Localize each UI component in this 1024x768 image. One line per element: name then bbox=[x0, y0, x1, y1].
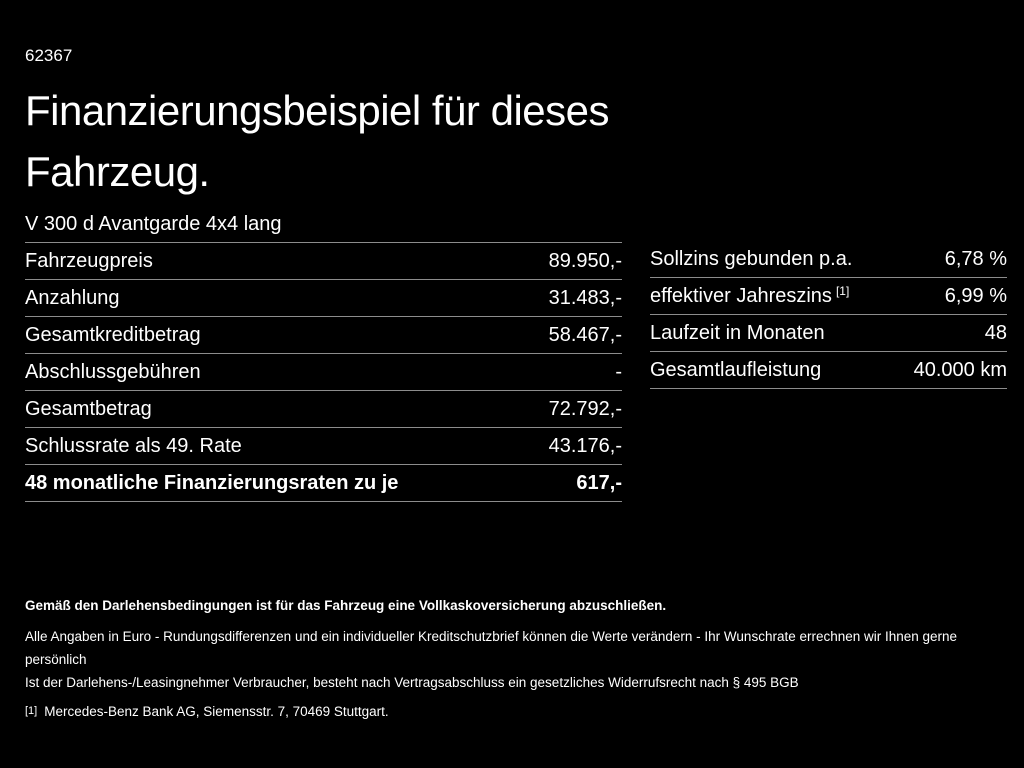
row-label: 48 monatliche Finanzierungsraten zu je bbox=[25, 471, 399, 494]
row-value: 58.467,- bbox=[548, 323, 622, 346]
vehicle-model: V 300 d Avantgarde 4x4 lang bbox=[25, 212, 282, 235]
table-row bbox=[650, 352, 1007, 389]
row-value: - bbox=[615, 360, 622, 383]
table-row bbox=[650, 241, 1007, 278]
finance-table bbox=[25, 206, 622, 502]
row-label: effektiver Jahreszins [1] bbox=[650, 284, 850, 307]
disclaimer-line: Alle Angaben in Euro - Rundungsdifferenzen und ein individueller Kreditschutzbrief können die Werte verändern - Ihr Wunschrate errechnen wir Ihnen gerne persönlich bbox=[25, 629, 958, 667]
disclaimer-line: Ist der Darlehens-/Leasingnehmer Verbraucher, besteht nach Vertragsabschluss ein gesetzliches Widerrufsrecht nach § 495 BGB bbox=[25, 675, 799, 690]
row-value: 43.176,- bbox=[548, 434, 622, 457]
row-label: Laufzeit in Monaten bbox=[650, 321, 825, 344]
footnote-reference: [1] bbox=[835, 284, 850, 298]
row-label: Gesamtlaufleistung bbox=[650, 358, 822, 381]
row-value: 48 bbox=[984, 321, 1007, 344]
footer-notes bbox=[25, 598, 1000, 719]
vehicle-model-row bbox=[25, 206, 622, 243]
row-value: 617,- bbox=[576, 471, 622, 494]
table-row bbox=[650, 278, 1007, 315]
table-row bbox=[25, 354, 622, 391]
row-value: 89.950,- bbox=[548, 249, 622, 272]
row-label: Gesamtbetrag bbox=[25, 397, 152, 420]
row-label: Schlussrate als 49. Rate bbox=[25, 434, 242, 457]
disclaimer-lines bbox=[25, 625, 1000, 694]
table-row bbox=[25, 428, 622, 465]
row-label: Sollzins gebunden p.a. bbox=[650, 247, 853, 270]
rates-table bbox=[650, 241, 1007, 389]
insurance-note: Gemäß den Darlehensbedingungen ist für das Fahrzeug eine Vollkaskoversicherung abzuschließen. bbox=[25, 598, 667, 613]
row-label: Fahrzeugpreis bbox=[25, 249, 153, 272]
row-label: Anzahlung bbox=[25, 286, 120, 309]
table-row bbox=[650, 315, 1007, 352]
row-value: 40.000 km bbox=[913, 358, 1007, 381]
row-value: 6,99 % bbox=[944, 284, 1007, 307]
footnote-text: Mercedes-Benz Bank AG, Siemensstr. 7, 70469 Stuttgart. bbox=[44, 704, 389, 719]
row-label: Gesamtkreditbetrag bbox=[25, 323, 201, 346]
row-value: 6,78 % bbox=[944, 247, 1007, 270]
footnote bbox=[25, 704, 1000, 719]
page-title: Finanzierungsbeispiel für dieses Fahrzeug. bbox=[25, 87, 609, 195]
footnote-marker: [1] bbox=[25, 705, 38, 717]
monthly-rate-row bbox=[25, 465, 622, 502]
table-row bbox=[25, 243, 622, 280]
document-number: 62367 bbox=[25, 46, 73, 65]
table-row bbox=[25, 391, 622, 428]
table-row bbox=[25, 317, 622, 354]
table-row bbox=[25, 280, 622, 317]
row-label: Abschlussgebühren bbox=[25, 360, 201, 383]
row-value: 31.483,- bbox=[548, 286, 622, 309]
row-value: 72.792,- bbox=[548, 397, 622, 420]
